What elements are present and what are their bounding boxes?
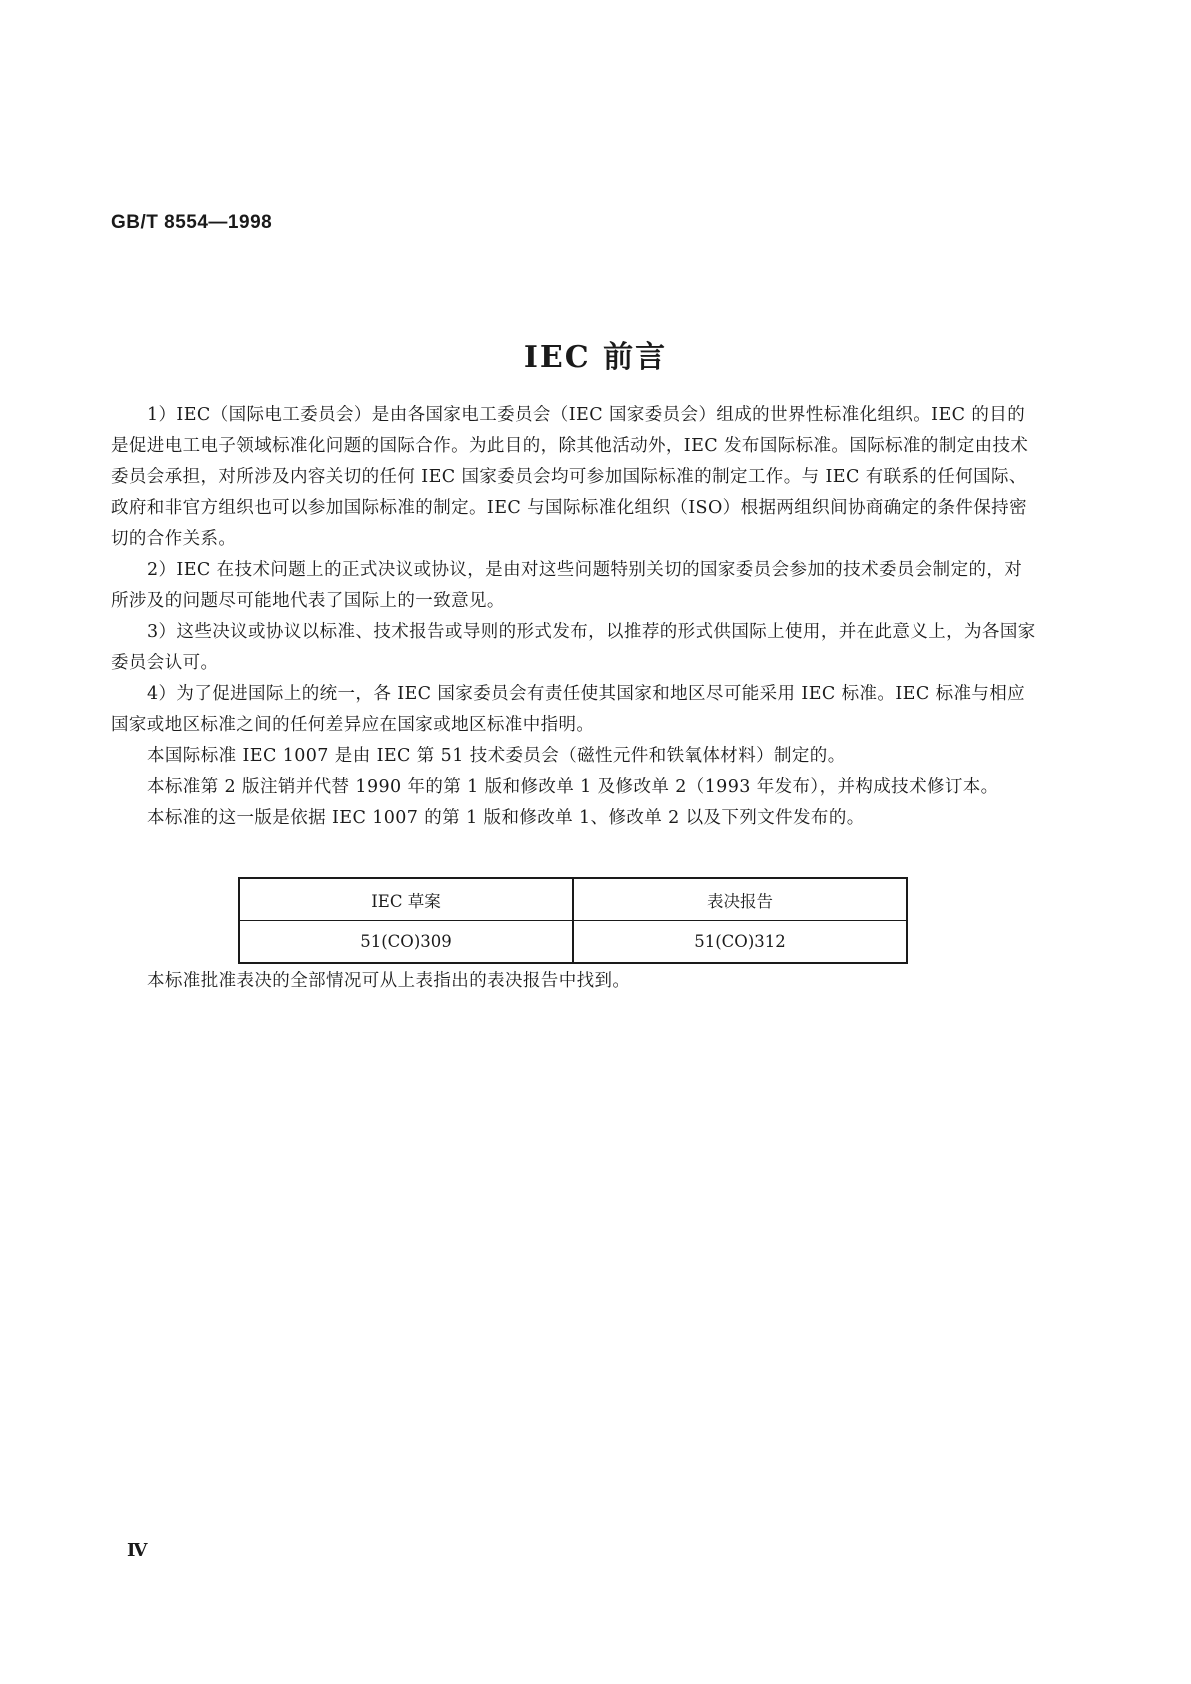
foreword-body (111, 400, 1037, 834)
header-voting-report: 表决报告 (573, 878, 907, 921)
header-iec-draft: IEC 草案 (239, 878, 573, 921)
paragraph-6: 本标准第 2 版注销并代替 1990 年的第 1 版和修改单 1 及修改单 2（1993 年发布），并构成技术修订本。 (147, 777, 999, 797)
standard-number: GB/T 8554—1998 (111, 212, 273, 233)
paragraph-1: 1）IEC（国际电工委员会）是由各国家电工委员会（IEC 国家委员会）组成的世界性标准化组织。IEC 的目的是促进电工电子领域标准化问题的国际合作。为此目的，除其他活动外，IEC 发布国际标准。国际标准的制定由技术委员会承担，对所涉及内容关切的任何 IEC 国家委员会均可参加国际标准的制定工作。与 IEC 有联系的任何国际、政府和非官方组织也可以参加国际标准的制定。IEC 与国际标准化组织（ISO）根据两组织间协商确定的条件保持密切的合作关系。 (111, 405, 1029, 549)
cell-iec-draft: 51(CO)309 (239, 921, 573, 964)
closing-paragraph: 本标准批准表决的全部情况可从上表指出的表决报告中找到。 (147, 971, 631, 991)
page-title: IEC 前言 (523, 340, 668, 375)
table-row (239, 921, 907, 964)
paragraph-7: 本标准的这一版是依据 IEC 1007 的第 1 版和修改单 1、修改单 2 以及下列文件发布的。 (147, 808, 865, 828)
cell-voting-report: 51(CO)312 (573, 921, 907, 964)
table-header-row (239, 878, 907, 921)
paragraph-3: 3）这些决议或协议以标准、技术报告或导则的形式发布，以推荐的形式供国际上使用，并在此意义上，为各国家委员会认可。 (111, 622, 1036, 673)
page-number: Ⅳ (127, 1540, 148, 1561)
paragraph-2: 2）IEC 在技术问题上的正式决议或协议，是由对这些问题特别关切的国家委员会参加的技术委员会制定的，对所涉及的问题尽可能地代表了国际上的一致意见。 (111, 560, 1023, 611)
voting-documents-table (238, 877, 908, 964)
paragraph-4: 4）为了促进国际上的统一，各 IEC 国家委员会有责任使其国家和地区尽可能采用 IEC 标准。IEC 标准与相应国家或地区标准之间的任何差异应在国家或地区标准中指明。 (111, 684, 1026, 735)
paragraph-5: 本国际标准 IEC 1007 是由 IEC 第 51 技术委员会（磁性元件和铁氧体材料）制定的。 (147, 746, 846, 766)
